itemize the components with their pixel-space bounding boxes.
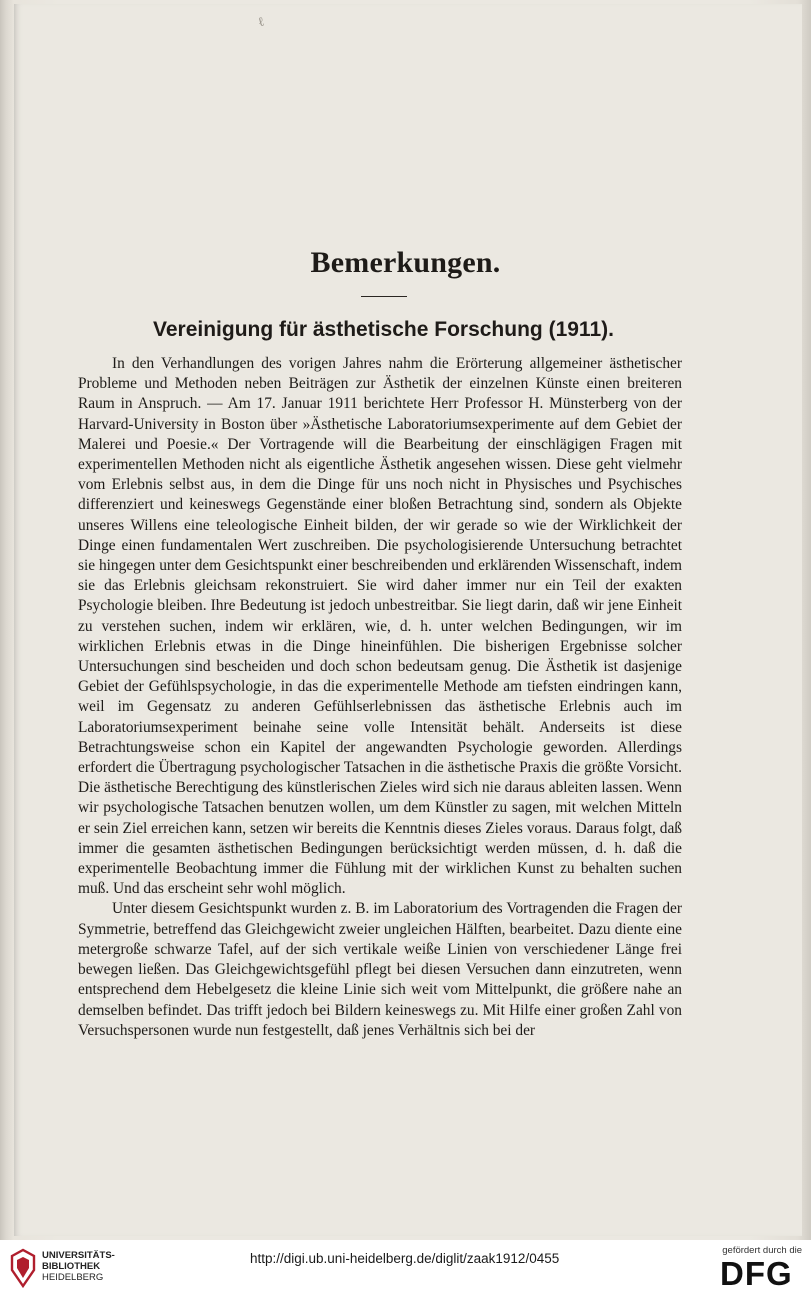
body-text [78, 354, 682, 1041]
pencil-margin-mark: ℓ [256, 13, 266, 30]
section-heading: Vereinigung für ästhetische Forschung (1911). [153, 318, 614, 341]
title-divider [361, 296, 407, 297]
paragraph: In den Verhandlungen des vorigen Jahres nahm die Erörterung allgemeiner ästhetischer Probleme und Methoden neben Beiträgen zur Ästhetik der einzelnen Künste einen breiteren Raum in Anspruch. — Am 17. Januar 1911 berichtete Herr Professor H. Münsterberg von der Harvard-University in Boston über »Ästhetische Laboratoriumsexperimente auf dem Gebiet der Malerei und Poesie.« Der Vortragende will die Bearbeitung der einschlägigen Fragen mit experimentellen Methoden nicht als eigentliche Ästhetik angesehen wissen. Diese geht vielmehr vom Erlebnis selbst aus, in dem die Dinge für uns noch nicht in Physisches und Psychisches differenziert und keineswegs Gegenstände einer bloßen Betrachtung sind, sondern als Objekte unseres Willens eine teleologische Einheit bilden, der wir gerade so wie der Wirklichkeit der Dinge einen fundamentalen Wert zuschreiben. Die psychologisierende Untersuchung betrachtet sie hingegen unter dem Gesichtspunkt einer beschreibenden und erklärenden Wissenschaft, indem sie das Erlebnis gleichsam rekonstruiert. Sie wird daher immer nur ein Teil der exakten Psychologie bleiben. Ihre Bedeutung ist jedoch unbestreitbar. Sie liegt darin, daß wir jene Einheit zu verstehen suchen, indem wir erklären, wie, d. h. unter welchen Bedingungen, wir im wirklichen Erlebnis etwas in die Dinge hineinfühlen. Die bisherigen Ergebnisse solcher Untersuchungen sind bescheiden und doch schon bedeutsam genug. Die Ästhetik ist dasjenige Gebiet der Gefühlspsychologie, in das die experimentelle Methode am tiefsten eindringen kann, weil im Gegensatz zu anderen Gefühlserlebnissen das ästhetische Erlebnis auch im Laboratoriumsexperiment beinahe seine volle Intensität behält. Anderseits ist diese Betrachtungsweise schon ein Kapitel der angewandten Psychologie geworden. Allerdings erfordert die Übertragung psychologischer Tatsachen in die ästhetische Praxis die größte Vorsicht. Die ästhetische Berechtigung des künstlerischen Zieles wird sich nie daraus ableiten lassen. Wenn wir psychologische Tatsachen benutzen wollen, um dem Künstler zu sagen, mit welchen Mitteln er sein Ziel erreichen kann, setzen wir bereits die Kenntnis dieses Zieles voraus. Daraus folgt, daß immer die gesamten ästhetischen Bedingungen berücksichtigt werden müssen, d. h. daß die experimentelle Beobachtung immer die Fühlung mit der wirklichen Kunst zu behalten suchen muß. Und das erscheint sehr wohl möglich. [78, 355, 682, 898]
library-logo-icon [10, 1248, 36, 1288]
permalink-url[interactable]: http://digi.ub.uni-heidelberg.de/diglit/zaak1912/0455 [250, 1251, 560, 1266]
library-name-line: UNIVERSITÄTS- [42, 1250, 115, 1261]
dfg-logo[interactable]: DFG [720, 1255, 793, 1292]
library-name-line: BIBLIOTHEK [42, 1261, 101, 1272]
library-name[interactable] [42, 1250, 115, 1283]
funded-by-label: gefördert durch die [722, 1245, 802, 1256]
page-title: Bemerkungen. [310, 246, 501, 279]
library-name-line: HEIDELBERG [42, 1272, 104, 1283]
paragraph: Unter diesem Gesichtspunkt wurden z. B. im Laboratorium des Vortragenden die Fragen der Symmetrie, betreffend das Gleichgewicht zweier ungleichen Hälften, bearbeitet. Dazu diente eine metergroße schwarze Tafel, auf der sich vertikale weiße Linien von verschiedener Länge frei bewegen ließen. Das Gleichgewichtsgefühl pflegt bei diesen Versuchen dann einzutreten, wenn entsprechend dem Hebelgesetz die kleine Linie sich weit vom Mittelpunkt, die größere nahe an demselben befindet. Das trifft jedoch bei Bildern keineswegs zu. Mit Hilfe einer großen Zahl von Versuchspersonen wurde nun festgestellt, daß jenes Verhältnis sich bei der [78, 900, 682, 1039]
viewer-footer [0, 1240, 811, 1295]
